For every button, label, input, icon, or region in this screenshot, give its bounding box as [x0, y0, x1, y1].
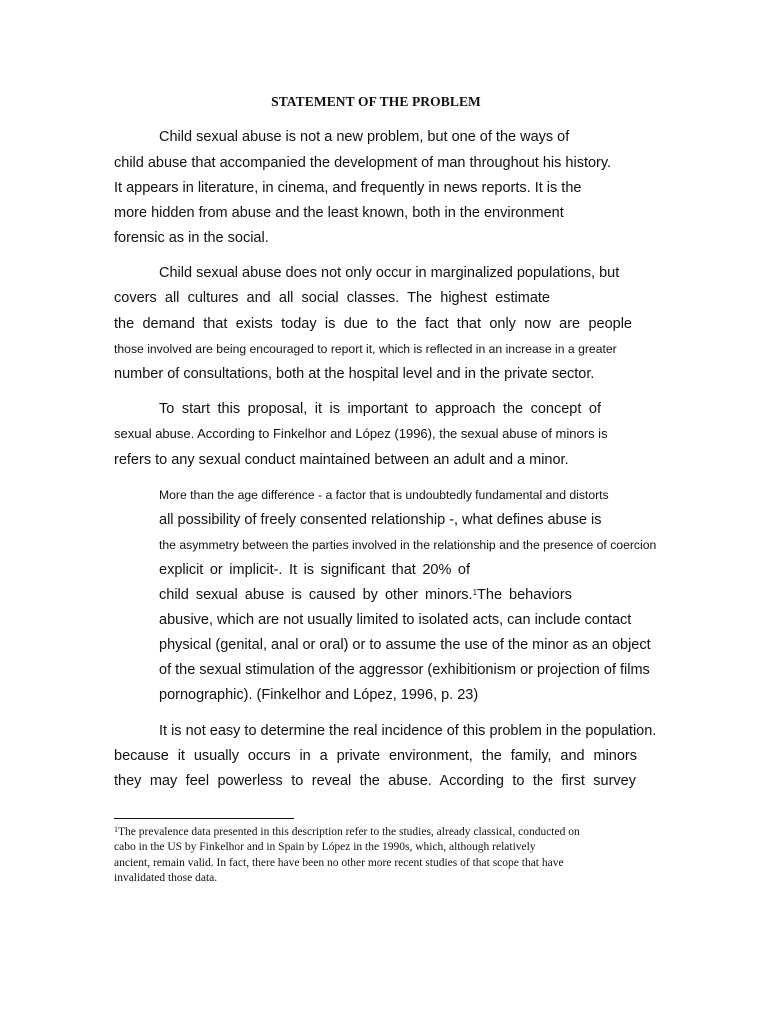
paragraph-line: those involved are being encouraged to report it, which is reflected in an increase in a greater [114, 342, 617, 356]
paragraph-line: To start this proposal, it is important to approach the concept of [159, 401, 601, 417]
paragraph-line: covers all cultures and all social classes. The highest estimate [114, 290, 550, 306]
quote-line: of the sexual stimulation of the aggressor (exhibitionism or projection of films [159, 662, 650, 678]
paragraph-line: they may feel powerless to reveal the abuse. According to the first survey [114, 773, 636, 789]
paragraph-line: Child sexual abuse is not a new problem, but one of the ways of [159, 129, 570, 145]
footnote-marker: 1 [472, 588, 478, 597]
footnote-line [114, 825, 580, 839]
footnote-line: cabo in the US by Finkelhor and in Spain by López in the 1990s, which, although relatively [114, 841, 536, 853]
quote-text: child sexual abuse is caused by other minors. [159, 587, 473, 603]
quote-line: More than the age difference - a factor that is undoubtedly fundamental and distorts [159, 488, 609, 502]
footnote-line: ancient, remain valid. In fact, there have been no other more recent studies of that scope that have [114, 857, 564, 869]
quote-line: pornographic). (Finkelhor and López, 1996, p. 23) [159, 687, 479, 703]
paragraph-line: more hidden from abuse and the least known, both in the environment [114, 205, 564, 221]
quote-line: the asymmetry between the parties involved in the relationship and the presence of coercion [159, 538, 657, 552]
paragraph-line: sexual abuse. According to Finkelhor and López (1996), the sexual abuse of minors is [114, 426, 608, 441]
paragraph-line: child abuse that accompanied the development of man throughout his history. [114, 155, 612, 171]
quote-line: abusive, which are not usually limited to isolated acts, can include contact [159, 612, 632, 628]
quote-line: physical (genital, anal or oral) or to assume the use of the minor as an object [159, 637, 651, 653]
paragraph-line: It appears in literature, in cinema, and frequently in news reports. It is the [114, 180, 582, 196]
quote-line [159, 586, 572, 604]
quote-line: all possibility of freely consented relationship -, what defines abuse is [159, 512, 602, 528]
footnote-text: The prevalence data presented in this description refer to the studies, already classical, conducted on [118, 826, 580, 838]
paragraph-line: number of consultations, both at the hospital level and in the private sector. [114, 366, 595, 382]
paragraph-line: because it usually occurs in a private environment, the family, and minors [114, 748, 637, 764]
paragraph-line: Child sexual abuse does not only occur in marginalized populations, but [159, 265, 620, 281]
quote-text: The behaviors [477, 587, 572, 603]
paragraph-line: forensic as in the social. [114, 230, 269, 246]
footnote-number: 1 [114, 825, 118, 834]
paragraph-line: It is not easy to determine the real incidence of this problem in the population. [159, 723, 657, 739]
quote-line: explicit or implicit-. It is significant that 20% of [159, 562, 470, 578]
paragraph-line: refers to any sexual conduct maintained between an adult and a minor. [114, 452, 569, 468]
page-title: STATEMENT OF THE PROBLEM [271, 94, 481, 109]
footnote-line: invalidated those data. [114, 872, 218, 884]
footnote-divider [114, 818, 294, 819]
paragraph-line: the demand that exists today is due to the fact that only now are people [114, 316, 632, 332]
